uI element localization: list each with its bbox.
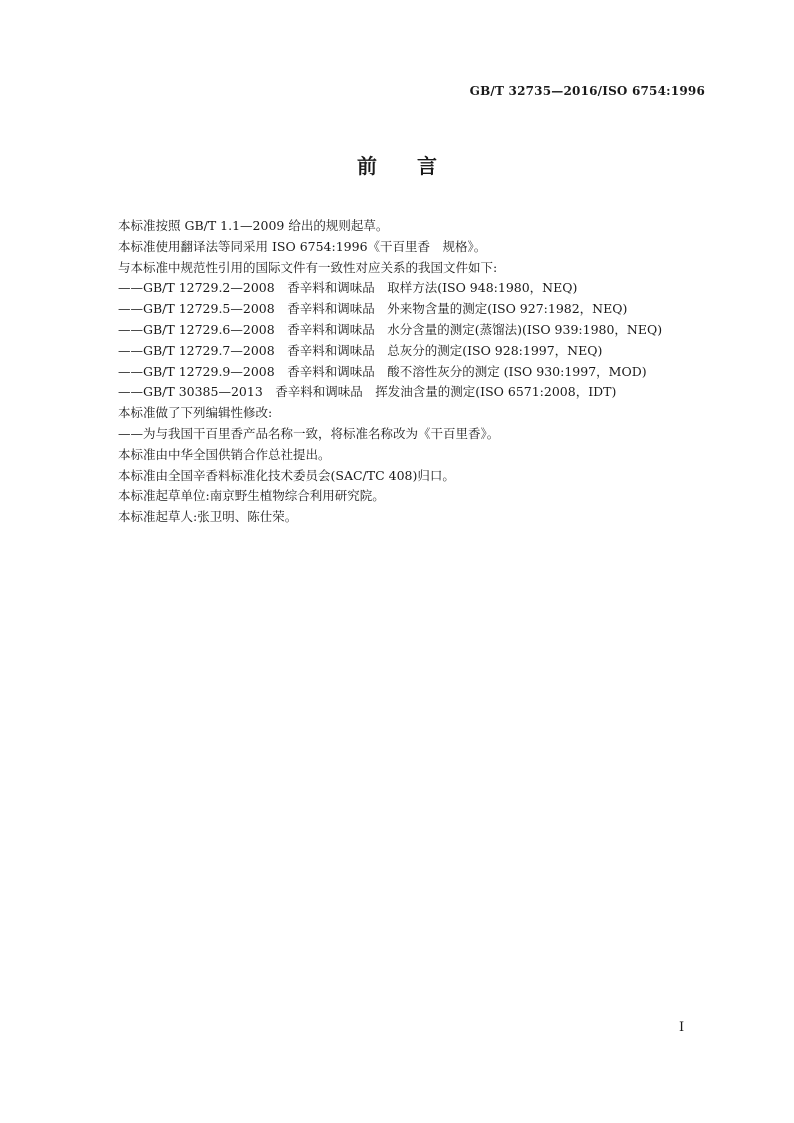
foreword-line: 本标准做了下列编辑性修改: <box>118 405 273 421</box>
foreword-line: 本标准按照 GB/T 1.1—2009 给出的规则起草。 <box>118 218 389 233</box>
page-number: I <box>679 1020 685 1035</box>
reference-item: ——GB/T 12729.2—2008 香辛料和调味品 取样方法(ISO 948:1980，NEQ) <box>118 280 578 296</box>
modification-item: ——为与我国干百里香产品名称一致，将标准名称改为《干百里香》。 <box>118 425 500 441</box>
page-title: 前 言 <box>357 154 437 178</box>
foreword-line: 本标准起草人:张卫明、陈仕荣。 <box>118 509 298 525</box>
foreword-line: 本标准由中华全国供销合作总社提出。 <box>118 446 331 462</box>
foreword-line: 本标准由全国辛香料标准化技术委员会(SAC/TC 408)归口。 <box>118 467 455 483</box>
reference-item: ——GB/T 12729.7—2008 香辛料和调味品 总灰分的测定(ISO 928:1997，NEQ) <box>118 342 603 358</box>
reference-item: ——GB/T 12729.6—2008 香辛料和调味品 水分含量的测定(蒸馏法)(ISO 939:1980，NEQ) <box>118 321 663 337</box>
foreword-line: 本标准使用翻译法等同采用 ISO 6754:1996《干百里香 规格》。 <box>118 238 487 254</box>
foreword-body <box>118 216 718 528</box>
reference-item: ——GB/T 30385—2013 香辛料和调味品 挥发油含量的测定(ISO 6571:2008，IDT) <box>118 384 617 400</box>
foreword-line: 本标准起草单位:南京野生植物综合利用研究院。 <box>118 488 385 504</box>
reference-item: ——GB/T 12729.9—2008 香辛料和调味品 酸不溶性灰分的测定 (ISO 930:1997，MOD) <box>118 363 647 379</box>
reference-item: ——GB/T 12729.5—2008 香辛料和调味品 外来物含量的测定(ISO 927:1982，NEQ) <box>118 301 628 317</box>
foreword-line: 与本标准中规范性引用的国际文件有一致性对应关系的我国文件如下: <box>118 259 498 275</box>
standard-code-header: GB/T 32735—2016/ISO 6754:1996 <box>469 84 705 98</box>
